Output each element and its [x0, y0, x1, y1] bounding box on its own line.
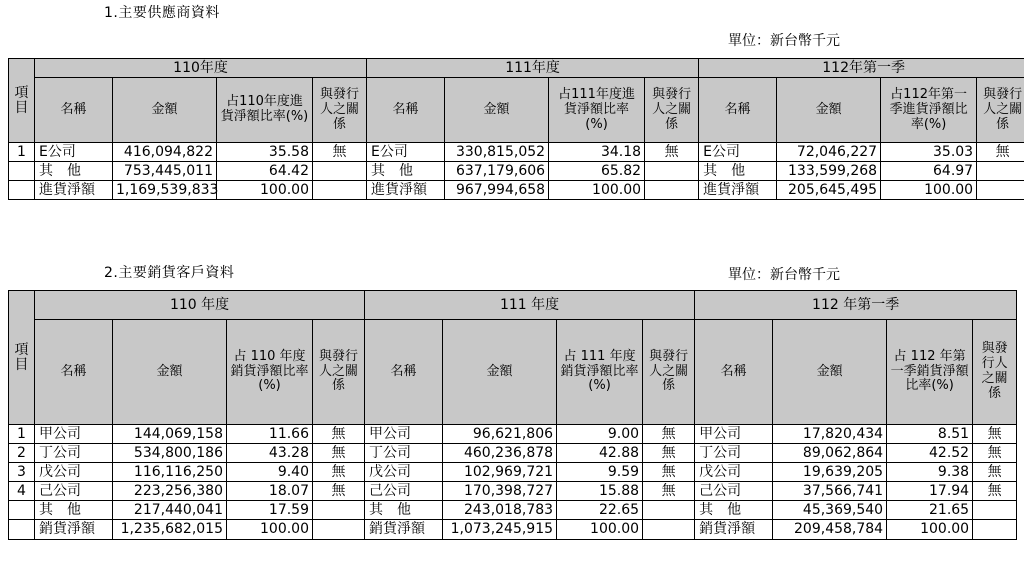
- cell-amount: 243,018,783: [443, 501, 557, 520]
- table-row: [9, 520, 1017, 539]
- cell-relation: [973, 520, 1017, 539]
- table-row: [9, 444, 1017, 463]
- row-number: 1: [9, 425, 35, 444]
- cell-amount: 37,566,741: [773, 482, 887, 501]
- cell-pct: 18.07: [227, 482, 313, 501]
- year-header-112: 112 年第一季: [695, 291, 1017, 320]
- table-header-row: [9, 59, 1024, 78]
- cell-name: 甲公司: [695, 425, 773, 444]
- year-header-112: 112年第一季: [699, 59, 1024, 78]
- cell-name: E公司: [35, 143, 113, 162]
- cell-pct: 42.88: [557, 444, 643, 463]
- subheader-111-amount: 金額: [445, 78, 549, 143]
- subheader-110-amount: 金額: [113, 78, 217, 143]
- cell-name: 戊公司: [35, 463, 113, 482]
- supplier-unit-note: 單位：新台幣千元: [728, 33, 840, 49]
- cell-pct: 22.65: [557, 501, 643, 520]
- year-header-110: 110年度: [35, 59, 367, 78]
- cell-name: 其 他: [695, 501, 773, 520]
- table-row: [9, 181, 1024, 200]
- cell-name: 己公司: [35, 482, 113, 501]
- cell-amount: 1,235,682,015: [113, 520, 227, 539]
- row-number: 4: [9, 482, 35, 501]
- row-number: [9, 181, 35, 200]
- cell-name: 丁公司: [695, 444, 773, 463]
- cell-amount: 217,440,041: [113, 501, 227, 520]
- subheader-112-amount: 金額: [777, 78, 881, 143]
- cell-amount: 205,645,495: [777, 181, 881, 200]
- cell-amount: 102,969,721: [443, 463, 557, 482]
- cell-pct: 100.00: [217, 181, 313, 200]
- subheader-112-amount: 金額: [773, 320, 887, 425]
- customer-section-title: 2.主要銷貨客戶資料: [104, 265, 235, 281]
- cell-pct: 15.88: [557, 482, 643, 501]
- cell-relation: [643, 501, 695, 520]
- cell-amount: 45,369,540: [773, 501, 887, 520]
- item-col-header: [9, 59, 35, 143]
- cell-relation: 無: [643, 425, 695, 444]
- cell-relation: 無: [313, 143, 367, 162]
- cell-pct: 9.00: [557, 425, 643, 444]
- cell-name: E公司: [367, 143, 445, 162]
- cell-name: 其 他: [35, 162, 113, 181]
- subheader-110-pct: 占 110 年度銷貨淨額比率(%): [227, 320, 313, 425]
- subheader-110-name: 名稱: [35, 78, 113, 143]
- row-number: 3: [9, 463, 35, 482]
- cell-name: 己公司: [695, 482, 773, 501]
- subheader-111-pct: 占111年度進貨淨額比率 (%): [549, 78, 645, 143]
- cell-pct: 100.00: [227, 520, 313, 539]
- row-number: [9, 520, 35, 539]
- subheader-110-relation: 與發行人之關係: [313, 78, 367, 143]
- cell-pct: 34.18: [549, 143, 645, 162]
- cell-pct: 11.66: [227, 425, 313, 444]
- supplier-table: [8, 58, 1024, 200]
- cell-relation: [313, 181, 367, 200]
- table-row: [9, 162, 1024, 181]
- cell-relation: [313, 520, 365, 539]
- cell-pct: 35.03: [881, 143, 977, 162]
- cell-amount: 967,994,658: [445, 181, 549, 200]
- supplier-section-title: 1.主要供應商資料: [104, 5, 220, 21]
- item-header-text: 項目: [14, 84, 29, 116]
- cell-amount: 637,179,606: [445, 162, 549, 181]
- cell-relation: 無: [973, 444, 1017, 463]
- cell-amount: 170,398,727: [443, 482, 557, 501]
- cell-amount: 416,094,822: [113, 143, 217, 162]
- cell-amount: 89,062,864: [773, 444, 887, 463]
- cell-amount: 1,169,539,833: [113, 181, 217, 200]
- subheader-112-pct: 占112年第一季進貨淨額比率(%): [881, 78, 977, 143]
- cell-relation: 無: [973, 425, 1017, 444]
- subheader-112-pct: 占 112 年第一季銷貨淨額比率(%): [887, 320, 973, 425]
- cell-pct: 100.00: [881, 181, 977, 200]
- cell-name: 甲公司: [35, 425, 113, 444]
- row-number: [9, 501, 35, 520]
- item-header-text: 項目: [14, 341, 29, 373]
- cell-name: 其 他: [365, 501, 443, 520]
- table-subheader-row: [9, 78, 1024, 143]
- cell-amount: 72,046,227: [777, 143, 881, 162]
- cell-amount: 96,621,806: [443, 425, 557, 444]
- cell-name: 銷貨淨額: [695, 520, 773, 539]
- cell-pct: 21.65: [887, 501, 973, 520]
- cell-pct: 43.28: [227, 444, 313, 463]
- cell-amount: 223,256,380: [113, 482, 227, 501]
- cell-name: 進貨淨額: [699, 181, 777, 200]
- subheader-112-relation: 與發行人之關係: [973, 320, 1017, 425]
- cell-amount: 144,069,158: [113, 425, 227, 444]
- customer-table: [8, 290, 1017, 540]
- cell-pct: 9.59: [557, 463, 643, 482]
- table-subheader-row: [9, 320, 1017, 425]
- cell-relation: 無: [645, 143, 699, 162]
- subheader-111-relation: 與發行人之關係: [643, 320, 695, 425]
- cell-relation: [977, 181, 1024, 200]
- cell-relation: 無: [643, 463, 695, 482]
- table-row: [9, 425, 1017, 444]
- cell-relation: [645, 162, 699, 181]
- cell-pct: 9.38: [887, 463, 973, 482]
- cell-amount: 753,445,011: [113, 162, 217, 181]
- cell-relation: 無: [643, 444, 695, 463]
- cell-relation: 無: [643, 482, 695, 501]
- customer-unit-note: 單位：新台幣千元: [728, 267, 840, 283]
- subheader-112-name: 名稱: [695, 320, 773, 425]
- cell-relation: 無: [313, 463, 365, 482]
- cell-pct: 17.59: [227, 501, 313, 520]
- cell-name: 其 他: [699, 162, 777, 181]
- cell-relation: [973, 501, 1017, 520]
- cell-pct: 9.40: [227, 463, 313, 482]
- cell-relation: [313, 501, 365, 520]
- table-row: [9, 463, 1017, 482]
- cell-amount: 116,116,250: [113, 463, 227, 482]
- cell-pct: 100.00: [887, 520, 973, 539]
- cell-pct: 42.52: [887, 444, 973, 463]
- cell-name: 銷貨淨額: [35, 520, 113, 539]
- cell-pct: 100.00: [549, 181, 645, 200]
- cell-relation: 無: [313, 425, 365, 444]
- cell-relation: [645, 181, 699, 200]
- cell-pct: 35.58: [217, 143, 313, 162]
- item-col-header: [9, 291, 35, 425]
- cell-name: 銷貨淨額: [365, 520, 443, 539]
- cell-relation: [313, 162, 367, 181]
- cell-name: 己公司: [365, 482, 443, 501]
- cell-name: 甲公司: [365, 425, 443, 444]
- subheader-111-name: 名稱: [365, 320, 443, 425]
- subheader-111-relation: 與發行人之關係: [645, 78, 699, 143]
- cell-name: 進貨淨額: [35, 181, 113, 200]
- cell-pct: 100.00: [557, 520, 643, 539]
- table-row: [9, 482, 1017, 501]
- cell-amount: 330,815,052: [445, 143, 549, 162]
- cell-name: 丁公司: [35, 444, 113, 463]
- subheader-111-pct: 占 111 年度銷貨淨額比率(%): [557, 320, 643, 425]
- cell-name: 其 他: [367, 162, 445, 181]
- subheader-111-amount: 金額: [443, 320, 557, 425]
- cell-name: 戊公司: [695, 463, 773, 482]
- cell-name: 進貨淨額: [367, 181, 445, 200]
- year-header-111: 111年度: [367, 59, 699, 78]
- year-header-111: 111 年度: [365, 291, 695, 320]
- subheader-112-name: 名稱: [699, 78, 777, 143]
- cell-amount: 17,820,434: [773, 425, 887, 444]
- cell-relation: 無: [973, 463, 1017, 482]
- table-row: [9, 143, 1024, 162]
- cell-name: 戊公司: [365, 463, 443, 482]
- cell-relation: 無: [313, 444, 365, 463]
- cell-name: 丁公司: [365, 444, 443, 463]
- cell-pct: 64.97: [881, 162, 977, 181]
- cell-pct: 8.51: [887, 425, 973, 444]
- subheader-111-name: 名稱: [367, 78, 445, 143]
- row-number: 2: [9, 444, 35, 463]
- cell-relation: [977, 162, 1024, 181]
- cell-name: 其 他: [35, 501, 113, 520]
- table-row: [9, 501, 1017, 520]
- cell-amount: 133,599,268: [777, 162, 881, 181]
- year-header-110: 110 年度: [35, 291, 365, 320]
- subheader-110-relation: 與發行人之關係: [313, 320, 365, 425]
- cell-amount: 209,458,784: [773, 520, 887, 539]
- cell-relation: [643, 520, 695, 539]
- subheader-110-name: 名稱: [35, 320, 113, 425]
- table-header-row: [9, 291, 1017, 320]
- subheader-112-relation: 與發行人之關係: [977, 78, 1024, 143]
- cell-amount: 19,639,205: [773, 463, 887, 482]
- subheader-110-amount: 金額: [113, 320, 227, 425]
- cell-relation: 無: [313, 482, 365, 501]
- cell-pct: 17.94: [887, 482, 973, 501]
- row-number: 1: [9, 143, 35, 162]
- cell-relation: 無: [977, 143, 1024, 162]
- row-number: [9, 162, 35, 181]
- cell-name: E公司: [699, 143, 777, 162]
- cell-amount: 1,073,245,915: [443, 520, 557, 539]
- subheader-110-pct: 占110年度進貨淨額比率(%): [217, 78, 313, 143]
- cell-amount: 534,800,186: [113, 444, 227, 463]
- cell-relation: 無: [973, 482, 1017, 501]
- cell-amount: 460,236,878: [443, 444, 557, 463]
- cell-pct: 64.42: [217, 162, 313, 181]
- cell-pct: 65.82: [549, 162, 645, 181]
